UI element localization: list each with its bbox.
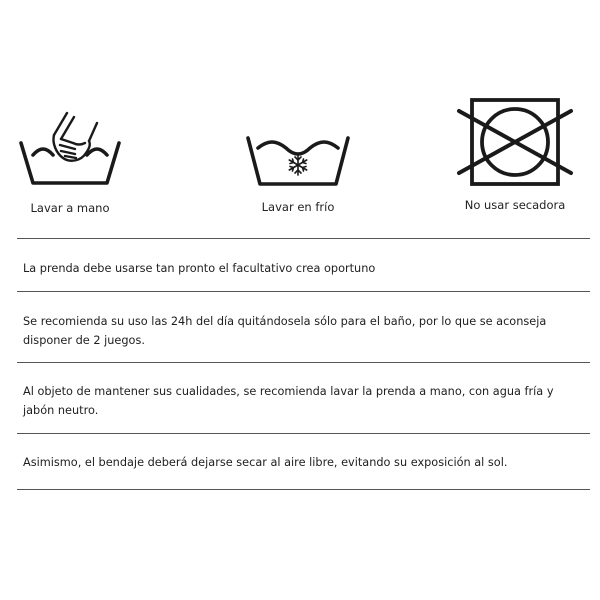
instruction-text: Al objeto de mantener sus cualidades, se recomienda lavar la prenda a mano, con agua fría y jabón neutro. [23, 385, 554, 417]
instruction-text: Se recomienda su uso las 24h del día quitándosela sólo para el baño, por lo que se aconseja disponer de 2 juegos. [23, 315, 547, 347]
care-symbol-hand-wash [10, 105, 130, 215]
divider [17, 433, 590, 434]
divider [17, 489, 590, 490]
snowflake-icon [289, 155, 306, 175]
no-tumble-dry-icon [456, 96, 574, 188]
care-symbol-label: Lavar a mano [30, 201, 110, 215]
divider [17, 291, 590, 292]
care-symbol-label: Lavar en frío [261, 200, 335, 214]
care-symbol-cold-wash [238, 132, 358, 214]
hand-wash-icon [15, 105, 125, 187]
cold-wash-icon [242, 132, 354, 188]
divider [17, 238, 590, 239]
instruction-text: La prenda debe usarse tan pronto el facultativo crea oportuno [23, 262, 376, 275]
care-symbol-label: No usar secadora [464, 198, 566, 212]
care-symbol-no-tumble-dry [445, 96, 585, 212]
divider [17, 362, 590, 363]
instruction-text: Asimismo, el bendaje deberá dejarse secar al aire libre, evitando su exposición al sol. [23, 456, 508, 469]
